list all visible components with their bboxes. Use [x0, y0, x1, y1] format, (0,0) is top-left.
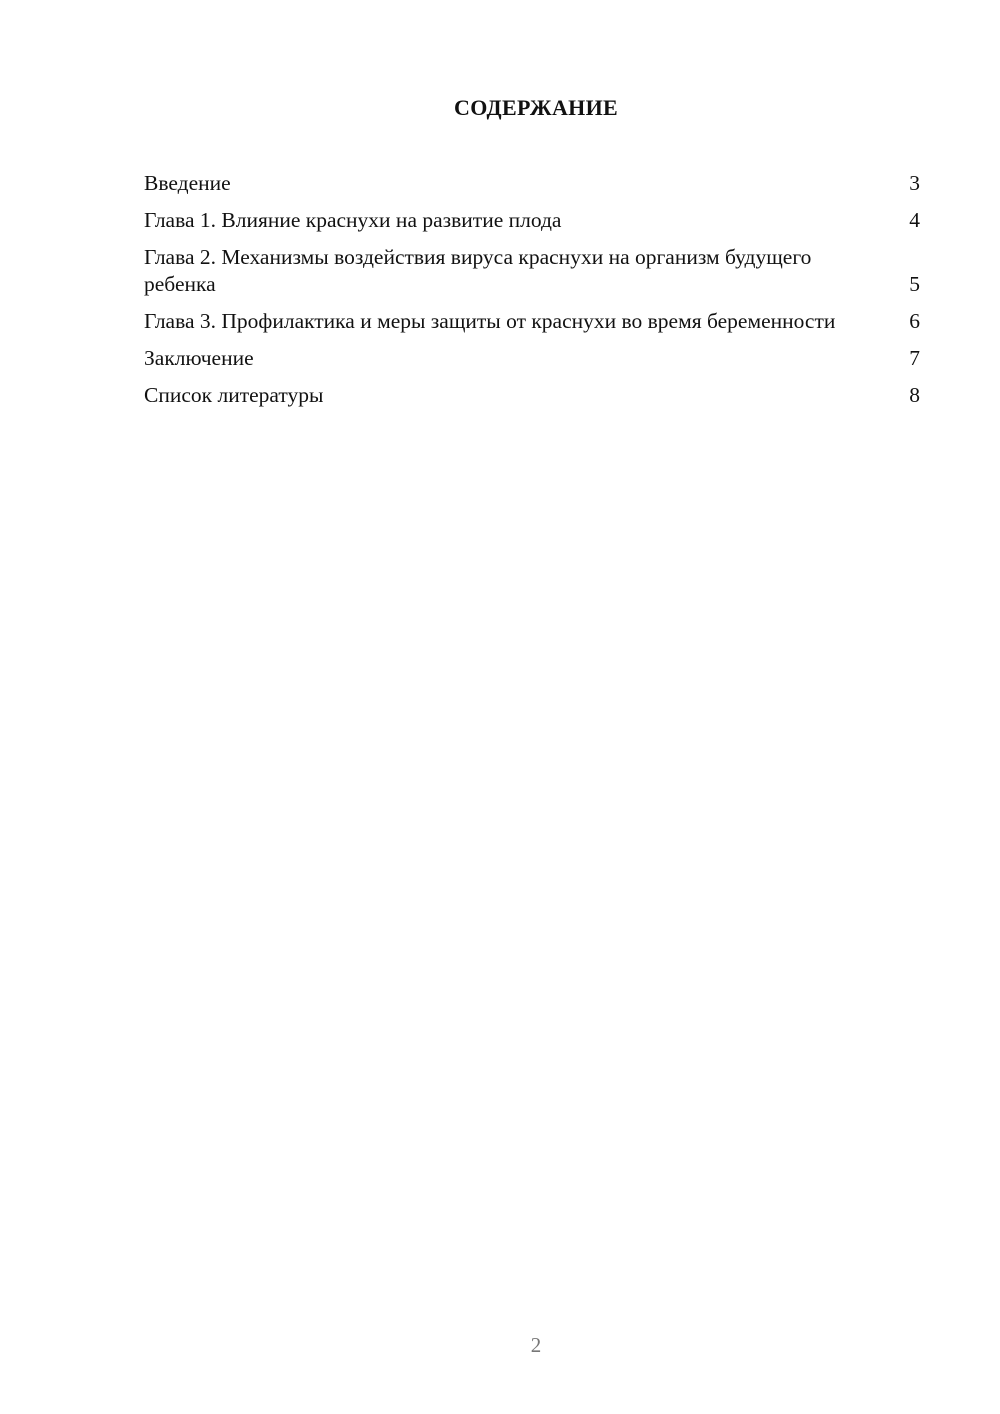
toc-entry-introduction	[144, 170, 920, 197]
toc-entry-title: Список литературы	[144, 383, 324, 407]
toc-entry-chapter-3	[144, 308, 920, 335]
toc-entry-page: 8	[909, 383, 920, 407]
toc-entry-references	[144, 382, 920, 409]
page-number: 2	[530, 1333, 542, 1357]
toc-entry-page: 7	[909, 346, 920, 370]
toc-entry-chapter-1	[144, 207, 920, 234]
toc-entry-page: 5	[909, 272, 920, 296]
toc-entry-title: Введение	[144, 171, 231, 195]
toc-entry-title: Заключение	[144, 346, 254, 370]
toc-entry-title: Глава 3. Профилактика и меры защиты от краснухи во время беременности	[144, 309, 836, 333]
table-of-contents	[144, 170, 920, 419]
toc-entry-conclusion	[144, 345, 920, 372]
toc-entry-page: 4	[909, 208, 920, 232]
toc-entry-title: Глава 2. Механизмы воздействия вируса краснухи на организм будущего ребенка	[144, 245, 812, 296]
toc-entry-page: 6	[909, 309, 920, 333]
toc-entry-chapter-2	[144, 244, 920, 298]
toc-entry-title: Глава 1. Влияние краснухи на развитие плода	[144, 208, 562, 232]
page-title: СОДЕРЖАНИЕ	[454, 95, 618, 120]
toc-entry-page: 3	[909, 171, 920, 195]
